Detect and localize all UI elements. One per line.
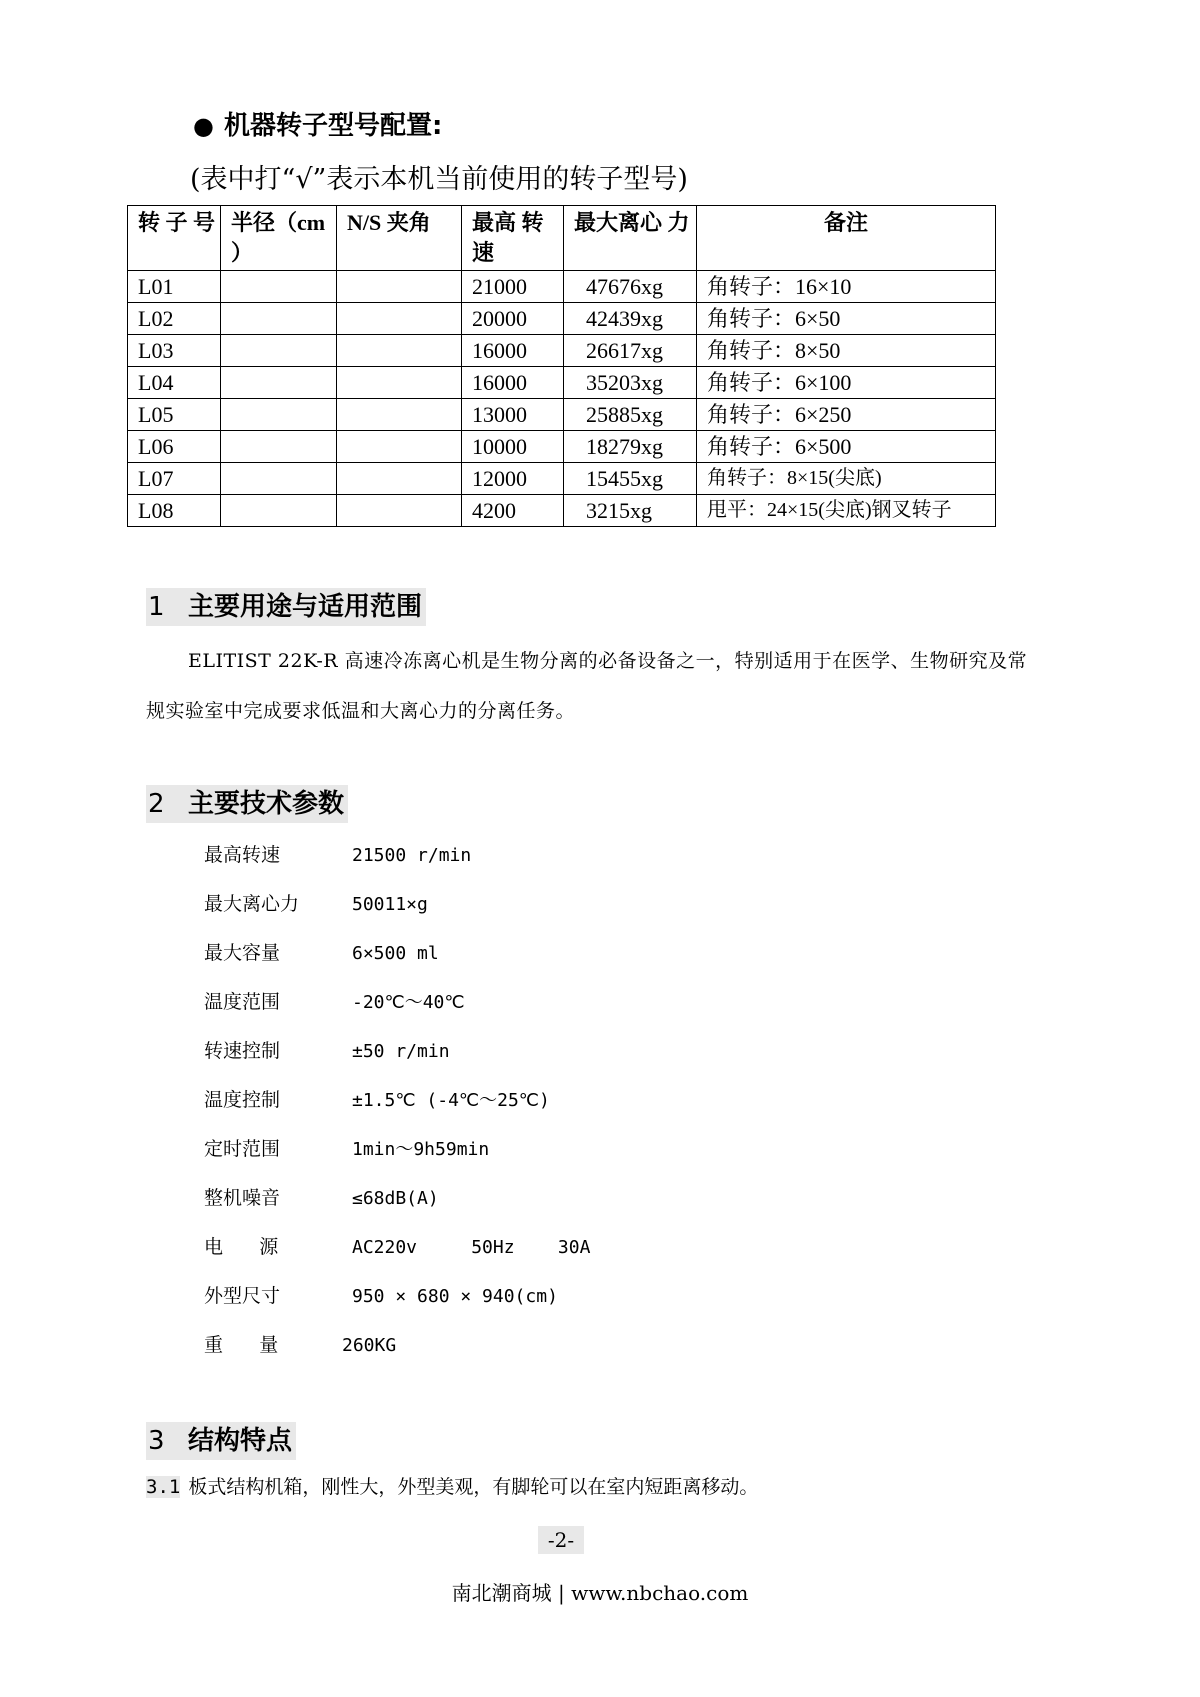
cell-note: 角转子：8×50 [697,335,996,367]
spec-row [204,842,471,869]
cell-speed: 16000 [462,367,564,399]
spec-row [204,1038,450,1065]
spec-label: 温度控制 [204,1089,281,1111]
spec-row [204,1185,439,1212]
cell-speed: 13000 [462,399,564,431]
spec-value: 50011×g [352,894,428,915]
cell-speed: 20000 [462,303,564,335]
cell-note: 角转子：16×10 [697,271,996,303]
config-heading [193,108,442,144]
cell-angle [337,271,462,303]
spec-row [204,1234,590,1261]
section-number: 1 [148,592,165,622]
config-title: 机器转子型号配置: [223,111,443,141]
cell-rcf: 25885xg [564,399,697,431]
spec-label: 温度范围 [204,991,281,1013]
item-number: 3.1 [146,1476,181,1498]
section-title: 主要技术参数 [188,789,345,819]
cell-rcf: 47676xg [564,271,697,303]
bullet-icon: ● [193,112,214,140]
header-speed: 最高 转速 [462,206,564,271]
section-number: 3 [148,1426,165,1456]
spec-row [204,989,465,1016]
cell-speed: 21000 [462,271,564,303]
spec-row [204,1136,489,1163]
header-model: 转 子 号 [128,206,221,271]
spec-label: 整机噪音 [204,1187,281,1209]
spec-value: 21500 r/min [352,845,472,866]
cell-model: L06 [128,431,221,463]
cell-model: L01 [128,271,221,303]
spec-label: 定时范围 [204,1138,281,1160]
cell-speed: 10000 [462,431,564,463]
cell-model: L03 [128,335,221,367]
cell-note: 甩平：24×15(尖底)钢叉转子 [697,495,996,527]
cell-angle [337,399,462,431]
spec-row [204,1332,396,1359]
cell-angle [337,335,462,367]
paragraph-line: 规实验室中完成要求低温和大离心力的分离任务。 [146,700,576,722]
cell-rcf: 42439xg [564,303,697,335]
cell-radius [221,271,337,303]
spec-row [204,1087,550,1114]
cell-model: L04 [128,367,221,399]
cell-radius [221,303,337,335]
section-title: 主要用途与适用范围 [188,592,423,622]
section-1-heading [146,588,426,626]
spec-label: 外型尺寸 [204,1285,281,1307]
cell-note: 角转子：6×500 [697,431,996,463]
page-number: -2- [538,1526,584,1554]
table-row [128,399,996,431]
spec-value: ±50 r/min [352,1041,450,1062]
cell-rcf: 35203xg [564,367,697,399]
table-row [128,367,996,399]
table-row [128,431,996,463]
spec-row [204,891,428,918]
structure-item [146,1473,758,1501]
usage-paragraph [146,636,1086,736]
spec-label: 电 源 [204,1236,279,1258]
rotor-table [127,205,996,527]
header-note: 备注 [697,206,996,271]
spec-label: 最大离心力 [204,893,300,915]
cell-note: 角转子：6×50 [697,303,996,335]
cell-note: 角转子：6×100 [697,367,996,399]
cell-model: L02 [128,303,221,335]
section-3-heading [146,1422,296,1460]
table-row [128,271,996,303]
cell-angle [337,431,462,463]
cell-model: L05 [128,399,221,431]
cell-angle [337,463,462,495]
cell-radius [221,431,337,463]
table-row [128,463,996,495]
item-text: 板式结构机箱，刚性大，外型美观，有脚轮可以在室内短距离移动。 [188,1476,759,1498]
cell-radius [221,335,337,367]
spec-value: ±1.5℃ (-4℃～25℃) [352,1090,550,1111]
spec-label: 最高转速 [204,844,281,866]
section-title: 结构特点 [188,1426,293,1456]
table-row [128,495,996,527]
cell-radius [221,495,337,527]
spec-label: 转速控制 [204,1040,281,1062]
header-rcf: 最大离心 力 [564,206,697,271]
cell-model: L07 [128,463,221,495]
cell-radius [221,399,337,431]
spec-row [204,1283,558,1310]
cell-radius [221,463,337,495]
spec-value: AC220v 50Hz 30A [352,1237,591,1258]
header-radius: 半径（cm ） [221,206,337,271]
spec-value: 1min～9h59min [352,1139,490,1160]
spec-value: -20℃～40℃ [352,992,465,1013]
cell-rcf: 15455xg [564,463,697,495]
table-row [128,303,996,335]
spec-label: 重 量 [204,1334,279,1356]
cell-radius [221,367,337,399]
spec-value: ≤68dB(A) [352,1188,439,1209]
cell-speed: 16000 [462,335,564,367]
footer: 南北潮商城 | www.nbchao.com [451,1581,749,1605]
section-2-heading [146,785,348,823]
cell-speed: 4200 [462,495,564,527]
header-angle: N/S 夹角 [337,206,462,271]
table-note: (表中打“√”表示本机当前使用的转子型号) [190,164,688,195]
cell-angle [337,367,462,399]
cell-rcf: 3215xg [564,495,697,527]
cell-note: 角转子：8×15(尖底) [697,463,996,495]
spec-value: 950 × 680 × 940(cm) [352,1286,558,1307]
paragraph-line [146,636,1086,686]
section-number: 2 [148,789,165,819]
spec-label: 最大容量 [204,942,281,964]
table-row [128,335,996,367]
cell-rcf: 18279xg [564,431,697,463]
cell-speed: 12000 [462,463,564,495]
cell-rcf: 26617xg [564,335,697,367]
cell-note: 角转子：6×250 [697,399,996,431]
spec-value: 6×500 ml [352,943,439,964]
spec-row [204,940,439,967]
table-header-row [128,206,996,271]
cell-model: L08 [128,495,221,527]
paragraph-line-text: ELITIST 22K-R 高速冷冻离心机是生物分离的必备设备之一，特别适用于在医学、生物研究及常 [188,650,1028,672]
cell-angle [337,495,462,527]
spec-value: 260KG [342,1335,397,1356]
cell-angle [337,303,462,335]
